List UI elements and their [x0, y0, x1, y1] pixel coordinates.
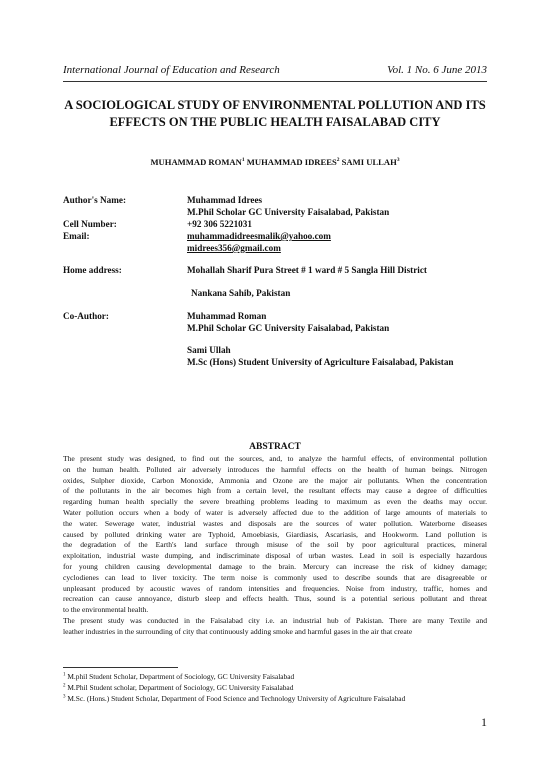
abstract-line: of the pollutants in the air becomes high from a certain level, the resultant effects may cause a degree of difficulties	[63, 486, 487, 496]
title-line-1: A SOCIOLOGICAL STUDY OF ENVIRONMENTAL POLLUTION AND ITS	[64, 98, 486, 112]
email-link-2[interactable]: midrees356@gmail.com	[187, 243, 281, 253]
abstract-line: on the human health. Polluted air adversely introduces the harmful effects on the health of human beings. Nitrogen	[63, 464, 487, 474]
footnote-3-mark: 3	[63, 694, 66, 700]
abstract-body	[63, 454, 487, 638]
coauthor-label: Co-Author:	[63, 311, 109, 321]
email-link-1[interactable]: muhammadidreesmalik@yahoo.com	[187, 231, 331, 241]
author-sup: 2	[336, 157, 340, 164]
author-line	[0, 157, 550, 167]
footnote-2-mark: 2	[63, 683, 66, 689]
abstract-line: Water pollution occurs when a body of water is adversely affected due to the addition of large amounts of materials to	[63, 507, 487, 517]
email-label: Email:	[63, 231, 90, 241]
home-address-label: Home address:	[63, 265, 122, 275]
abstract-line: oxides, Sulpher dioxide, Carbon Monoxide, Ammonia and Ozone are the major air pollutants. When the concentration	[63, 475, 487, 485]
author-affiliation: M.Phil Scholar GC University Faisalabad, Pakistan	[187, 207, 390, 217]
coauthor-1-name: Muhammad Roman	[187, 311, 267, 321]
abstract-heading: ABSTRACT	[249, 442, 301, 452]
journal-name: International Journal of Education and Research	[63, 64, 280, 76]
coauthor-1-affiliation: M.Phil Scholar GC University Faisalabad, Pakistan	[187, 323, 390, 333]
footnote-2	[63, 683, 293, 692]
abstract-line: to the environmental health.	[63, 605, 149, 615]
title-line-2: EFFECTS ON THE PUBLIC HEALTH FAISALABAD CITY	[109, 115, 441, 129]
abstract-line: unpleasant produced by acoustic waves of random intensities and frequencies. Noise from industry, traffic, homes and	[63, 583, 487, 593]
footnote-2-text: M.Phil Student scholar, Department of Sociology, GC University Faisalabad	[67, 683, 294, 692]
running-header	[63, 64, 487, 80]
abstract-line: for young children causing developmental damage to the brain. Mercury can increase the risk of kidney damage;	[63, 561, 487, 571]
abstract-line: recreation can cause annoyance, disturb sleep and effects health. Thus, sound is a potential serious pollutant and threat	[63, 594, 487, 604]
abstract-line: the water. Sewerage water, industrial wastes and disposals are the sources of water pollution. Waterborne diseases	[63, 518, 487, 528]
header-rule	[63, 81, 487, 82]
abstract-line: cyclodienes can lead to liver toxicity. The term noise is commonly used to describe sounds that are disagreeable or	[63, 572, 487, 582]
paper-title	[50, 97, 500, 131]
author-name: MUHAMMAD IDREES	[246, 157, 337, 167]
author-name-value: Muhammad Idrees	[187, 195, 263, 205]
footnote-1-text: M.phil Student Scholar, Department of Sociology, GC University Faisalabad	[67, 672, 295, 681]
abstract-line: exploitation, industrial waste dumping, and indiscriminate disposal of urban wastes. Lead in soil is especially hazardous	[63, 551, 487, 561]
author-sup: 3	[396, 157, 400, 164]
abstract-line: The present study was designed, to find out the sources, and, to analyze the harmful effects, of environmental pollution	[63, 454, 487, 463]
cell-label: Cell Number:	[63, 219, 117, 229]
abstract-line: the degradation of the Earth's land surface through misuse of the soil by poor agricultural practices, mineral	[63, 540, 487, 550]
abstract-line: caused by polluted drinking water are Typhoid, Amoebiasis, Giardiasis, Ascariasis, and Hookworm. Land pollution is	[63, 529, 487, 539]
author-name: SAMI ULLAH	[341, 157, 397, 167]
abstract-line: The present study was conducted in the Faisalabad city i.e. an industrial hub of Pakistan. There are many Textile and	[63, 615, 487, 625]
abstract-line: regarding human health specially the severe breathing problems leading to maximum as even the deaths may occur.	[63, 497, 487, 507]
footnote-3-text: M.Sc. (Hons.) Student Scholar, Department of Food Science and Technology University of Agriculture Faisalabad	[67, 694, 406, 703]
coauthor-2-affiliation: M.Sc (Hons) Student University of Agriculture Faisalabad, Pakistan	[187, 357, 454, 367]
coauthor-2-name: Sami Ullah	[187, 345, 231, 355]
author-name: MUHAMMAD ROMAN	[150, 157, 242, 167]
abstract-line: leather industries in the surrounding of city that continuously adding smoke and harmful gases in the air that create	[63, 626, 413, 636]
volume-info: Vol. 1 No. 6 June 2013	[387, 64, 487, 76]
page-number: 1	[481, 715, 487, 729]
footnote-3	[63, 694, 405, 703]
home-address-line-2: Nankana Sahib, Pakistan	[191, 288, 291, 298]
footnote-1	[63, 672, 294, 681]
author-label: Author's Name:	[63, 195, 127, 205]
footnote-1-mark: 1	[63, 672, 66, 678]
cell-value: +92 306 5221031	[187, 219, 252, 229]
author-sup: 1	[241, 157, 245, 164]
footnote-rule	[63, 667, 178, 668]
home-address-line-1: Mohallah Sharif Pura Street # 1 ward # 5 Sangla Hill District	[187, 265, 427, 275]
